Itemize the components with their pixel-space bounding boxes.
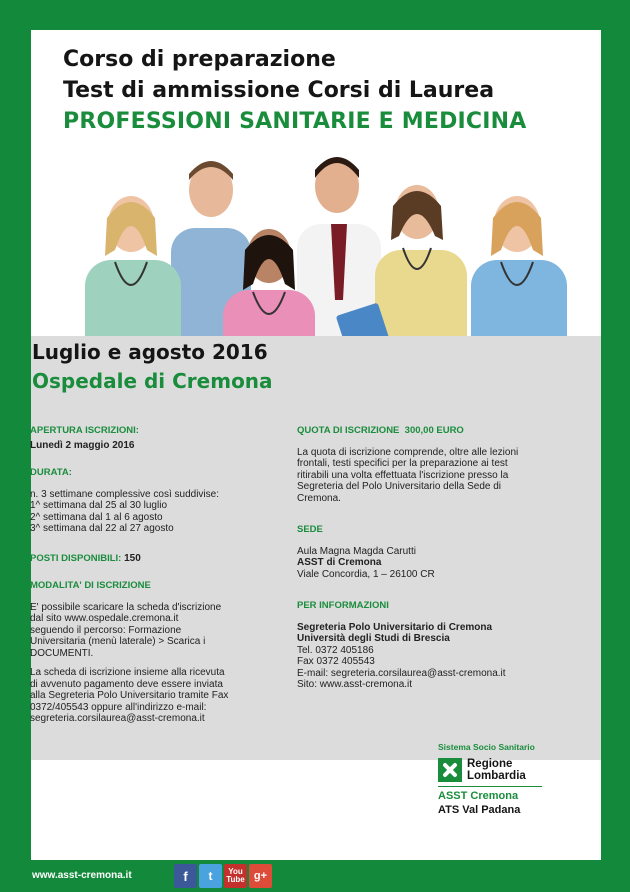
ats-name: ATS Val Padana [438,804,521,816]
venue-organization: ASST di Cremona [297,557,382,568]
course-subtitle: Test di ammissione Corsi di Laurea [63,78,495,103]
contact-email: E-mail: segreteria.corsilaurea@asst-cremona.it [297,667,506,679]
section-title: MODALITA' DI ISCRIZIONE [30,580,151,591]
course-category: PROFESSIONI SANITARIE E MEDICINA [63,109,527,134]
course-title: Corso di preparazione [63,47,336,72]
logo-name-line: Lombardia [467,770,526,782]
social-links [174,864,272,888]
fee-text-line: Segreteria del Polo Universitario della Sede di [297,481,502,492]
enrollment-text-line: dal sito www.ospedale.cremona.it [30,613,179,624]
enrollment-text-line: DOCUMENTI. [30,647,94,659]
healthcare-staff-photo [31,140,601,368]
enrollment-text-line: 0372/405543 oppure all'indirizzo e-mail: [30,701,207,713]
venue-hall: Aula Magna Magda Carutti [297,545,416,557]
registration-opening-date: Lunedì 2 maggio 2016 [30,439,135,451]
duration-line: 2^ settimana dal 1 al 6 agosto [30,511,163,523]
regione-lombardia-logo [438,742,568,816]
enrollment-text-line: La scheda di iscrizione insieme alla ricevuta [30,667,225,678]
facebook-icon[interactable]: f [174,864,197,888]
staff-group-illustration [31,140,601,368]
available-places-value: 150 [124,552,141,564]
duration-line: 1^ settimana dal 25 al 30 luglio [30,500,168,511]
twitter-icon[interactable]: t [199,864,222,888]
logo-mark-row [438,758,568,782]
logo-name-line: Regione [467,758,513,770]
section-title: POSTI DISPONIBILI: [30,552,122,564]
logo-caption: Sistema Socio Sanitario [438,742,535,752]
right-info-column [297,425,545,705]
course-dates: Luglio e agosto 2016 [32,340,268,364]
fee-amount: 300,00 EURO [404,425,464,436]
enrollment-text-line: alla Segreteria Polo Universitario tramite Fax [30,690,229,701]
contact-university: Università degli Studi di Brescia [297,633,450,644]
enrollment-text-line: E' possibile scaricare la scheda d'iscrizione [30,601,222,613]
venue-address: Viale Concordia, 1 – 26100 CR [297,568,435,580]
youtube-icon[interactable]: You Tube [224,864,247,888]
section-title: SEDE [297,524,323,535]
logo-divider [438,786,542,787]
rosa-camuna-icon [438,758,462,782]
contact-section [297,600,545,691]
enrollment-text-line: di avvenuto pagamento deve essere inviata [30,678,223,690]
duration-line: 3^ settimana dal 22 al 27 agosto [30,523,174,534]
course-venue: Ospedale di Cremona [32,369,273,393]
fee-section [297,425,545,504]
googleplus-icon[interactable]: g+ [249,864,272,888]
venue-section [297,524,545,580]
fee-text-line: frontali, testi specifici per la preparazione ai test [297,458,508,469]
section-title [297,425,545,437]
enrollment-email: segreteria.corsilaurea@asst-cremona.it [30,713,205,724]
fee-text-line: Cremona. [297,492,341,504]
contact-fax: Fax 0372 405543 [297,656,375,667]
duration-section [30,467,272,535]
enrollment-text-line: seguendo il percorso: Formazione [30,624,182,636]
contact-phone: Tel. 0372 405186 [297,644,374,656]
footer-website-link[interactable]: www.asst-cremona.it [32,870,132,881]
section-title: APERTURA ISCRIZIONI: [30,425,139,436]
duration-line: n. 3 settimane complessive così suddivise: [30,488,219,500]
available-places-section [30,553,272,565]
fee-text-line: ritirabili una volta effettuata l'iscrizione presso la [297,469,509,481]
asst-name: ASST Cremona [438,790,519,802]
registration-opening-section [30,425,272,451]
poster-header [63,44,583,137]
enrollment-method-section [30,580,272,725]
section-title: DURATA: [30,467,72,478]
contact-website: Sito: www.asst-cremona.it [297,679,413,690]
enrollment-text-line: Universitaria (menù laterale) > Scarica i [30,636,206,647]
contact-office: Segreteria Polo Universitario di Cremona [297,621,493,633]
left-info-column [30,425,272,739]
section-title: PER INFORMAZIONI [297,600,389,611]
fee-text-line: La quota di iscrizione comprende, oltre alle lezioni [297,446,519,458]
fee-title: QUOTA DI ISCRIZIONE [297,425,400,436]
